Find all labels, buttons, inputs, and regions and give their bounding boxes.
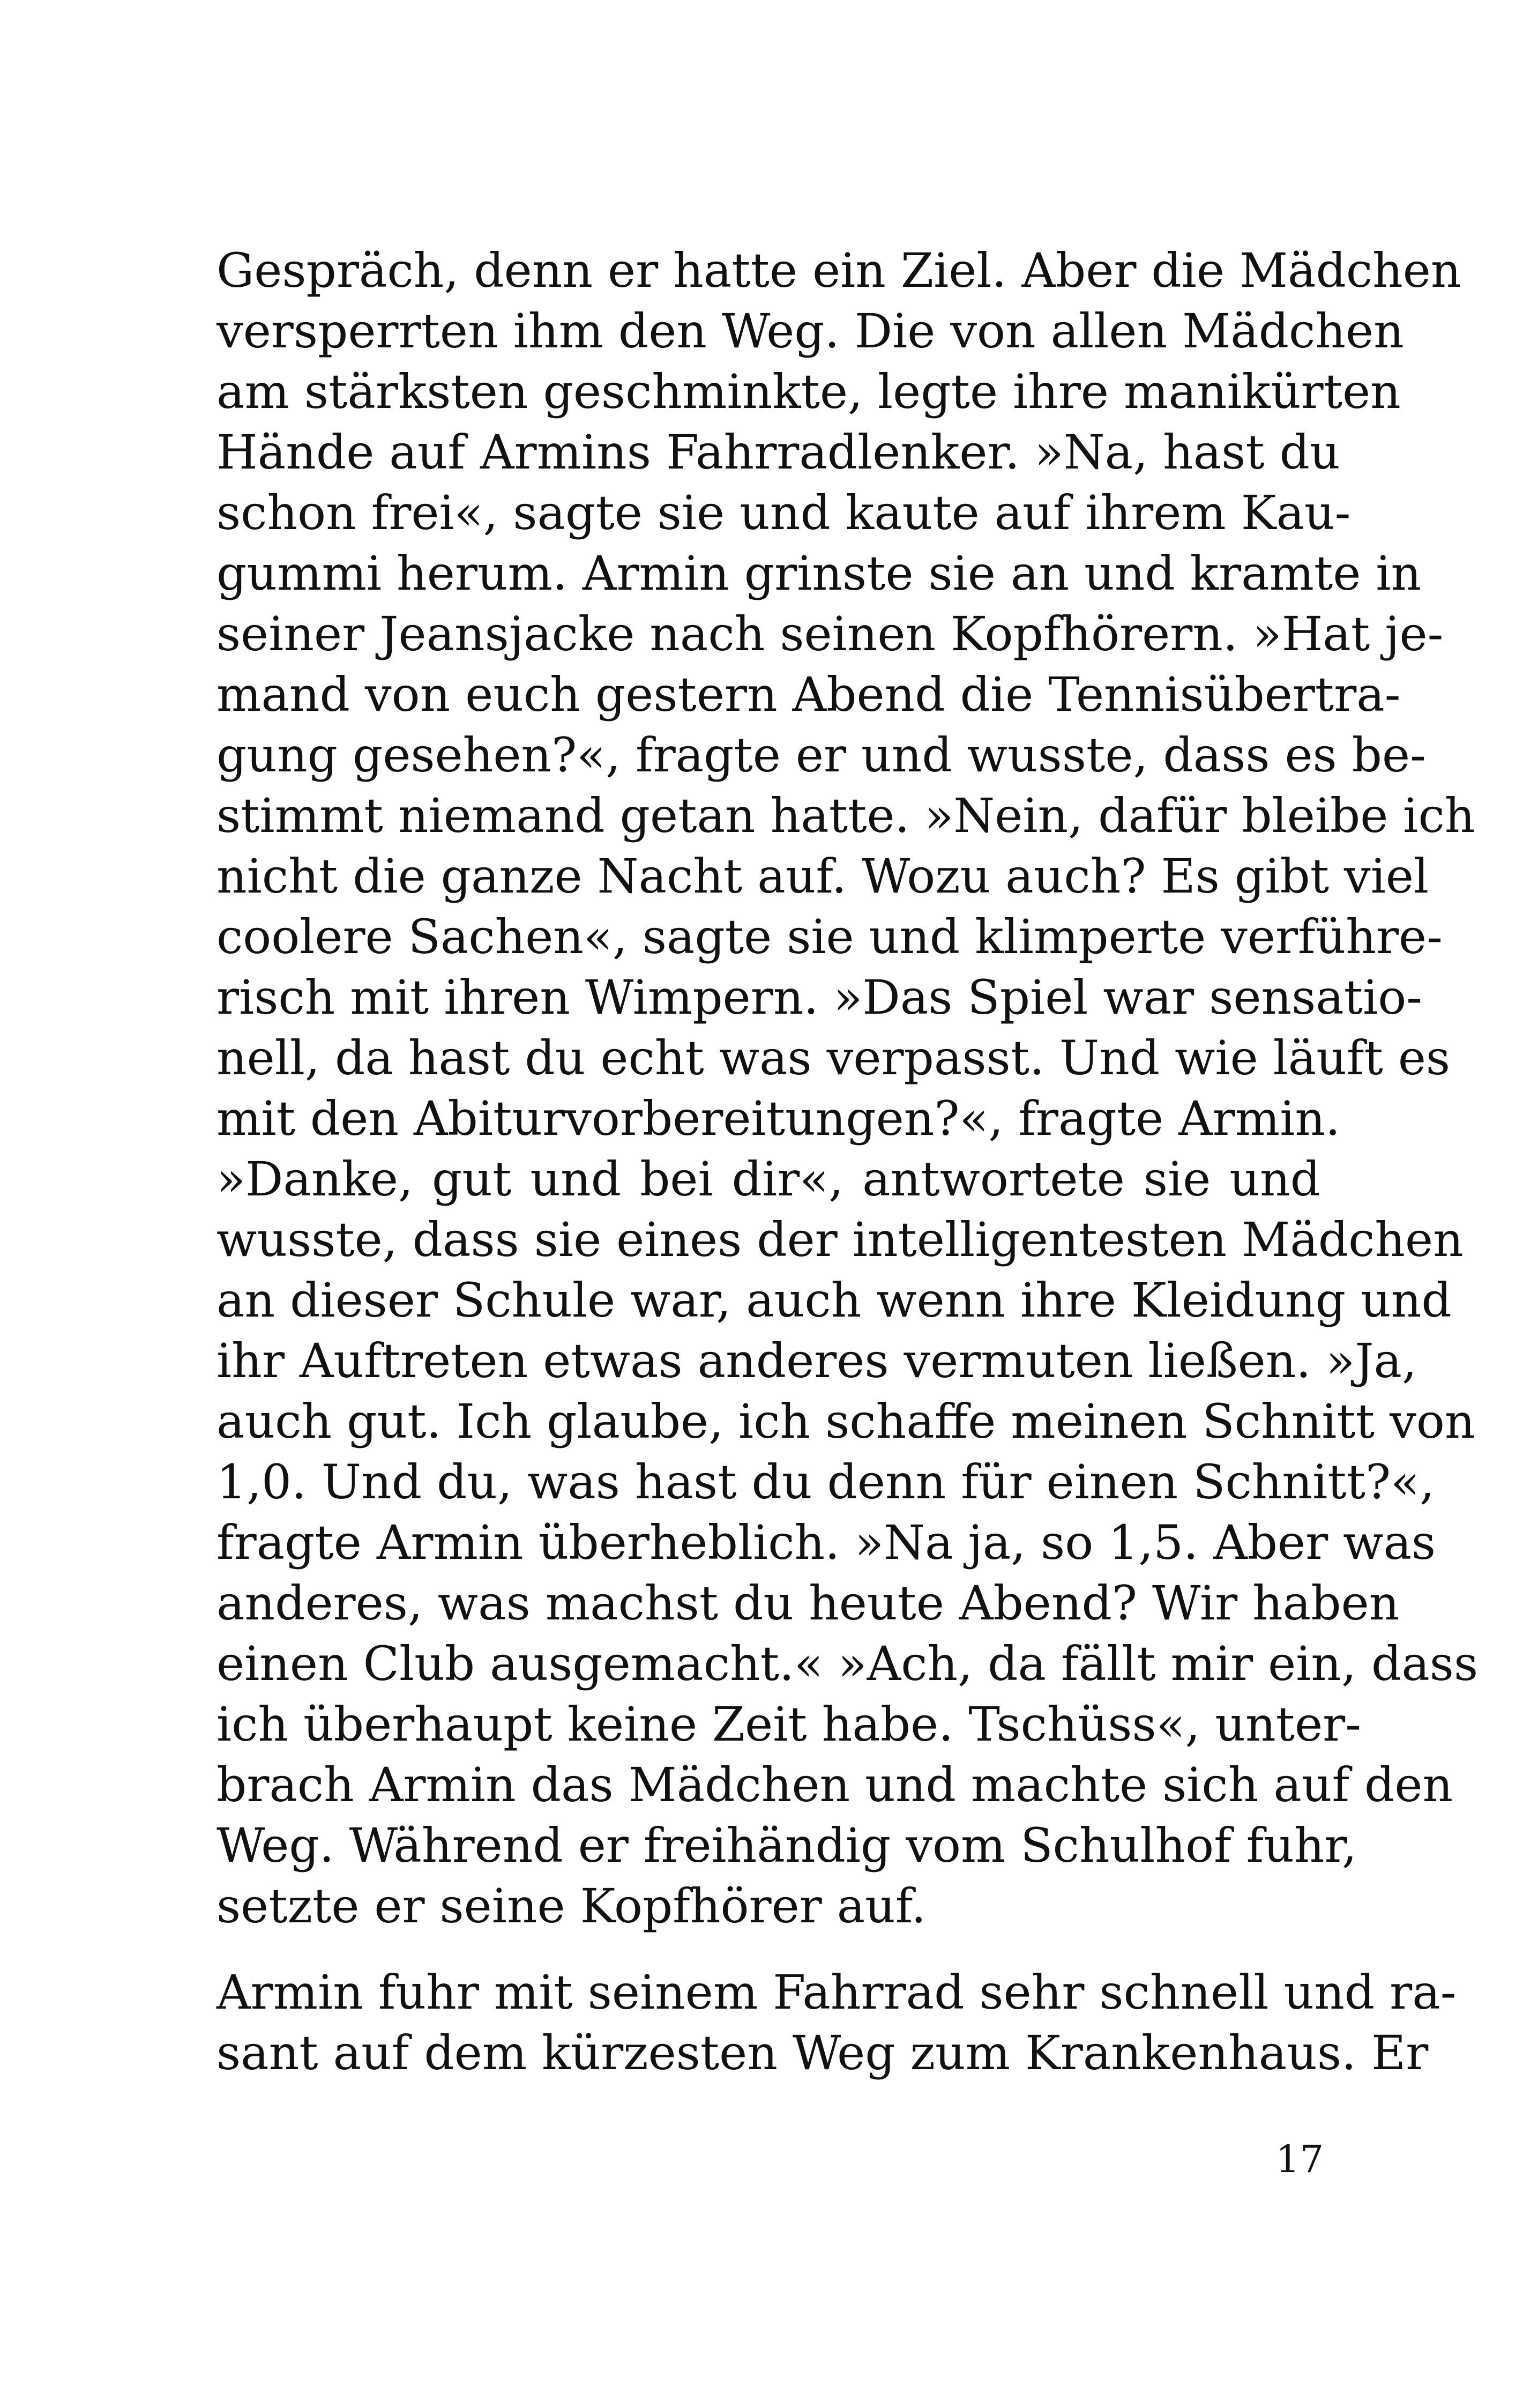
text-line: versperrten ihm den Weg. Die von allen Mädchen — [216, 303, 1404, 359]
text-line: an dieser Schule war, auch wenn ihre Kleidung und — [216, 1273, 1452, 1328]
text-line: Armin fuhr mit seinem Fahrrad sehr schnell und ra- — [216, 1965, 1457, 2020]
text-line: nicht die ganze Nacht auf. Wozu auch? Es gibt viel — [216, 849, 1429, 904]
text-line: auch gut. Ich glaube, ich schaffe meinen Schnitt von — [216, 1394, 1475, 1449]
text-line: »Danke, gut und bei dir«, antwortete sie und — [216, 1151, 1320, 1207]
text-line: sant auf dem kürzesten Weg zum Krankenhaus. Er — [216, 2025, 1429, 2080]
text-line: anderes, was machst du heute Abend? Wir haben — [216, 1575, 1400, 1631]
text-line: setzte er seine Kopfhörer auf. — [216, 1878, 927, 1934]
text-line: risch mit ihren Wimpern. »Das Spiel war sensatio- — [216, 970, 1422, 1025]
text-line: gung gesehen?«, fragte er und wusste, dass es be- — [216, 727, 1426, 783]
text-line: wusste, dass sie eines der intelligentesten Mädchen — [216, 1212, 1464, 1267]
paragraph-2 — [216, 1962, 1457, 2083]
text-line: stimmt niemand getan hatte. »Nein, dafür bleibe ich — [216, 788, 1475, 843]
text-line: ich überhaupt keine Zeit habe. Tschüss«, unter- — [216, 1697, 1361, 1752]
text-line: gummi herum. Armin grinste sie an und kramte in — [216, 546, 1422, 601]
text-line: ihr Auftreten etwas anderes vermuten ließen. »Ja, — [216, 1333, 1417, 1388]
text-line: mand von euch gestern Abend die Tennisübertra- — [216, 667, 1401, 722]
page-number: 17 — [1275, 2137, 1324, 2181]
text-line: schon frei«, sagte sie und kaute auf ihrem Kau- — [216, 485, 1351, 540]
text-line: 1,0. Und du, was hast du denn für einen Schnitt?«, — [216, 1454, 1435, 1510]
text-line: fragte Armin überheblich. »Na ja, so 1,5. Aber was — [216, 1515, 1436, 1570]
text-line: am stärksten geschminkte, legte ihre manikürten — [216, 364, 1401, 419]
text-line: brach Armin das Mädchen und machte sich auf den — [216, 1757, 1453, 1812]
text-line: einen Club ausgemacht.« »Ach, da fällt mir ein, dass — [216, 1636, 1479, 1691]
text-line: seiner Jeansjacke nach seinen Kopfhörern. »Hat je- — [216, 606, 1444, 662]
text-line: Hände auf Armins Fahrradlenker. »Na, hast du — [216, 425, 1340, 480]
text-line: Gespräch, denn er hatte ein Ziel. Aber die Mädchen — [216, 243, 1461, 298]
text-line: mit den Abiturvorbereitungen?«, fragte Armin. — [216, 1091, 1341, 1146]
text-line: coolere Sachen«, sagte sie und klimperte verführe- — [216, 909, 1443, 964]
text-line: nell, da hast du echt was verpasst. Und wie läuft es — [216, 1030, 1451, 1086]
text-line: Weg. Während er freihändig vom Schulhof fuhr, — [216, 1818, 1357, 1873]
paragraph-1 — [216, 240, 1479, 1936]
